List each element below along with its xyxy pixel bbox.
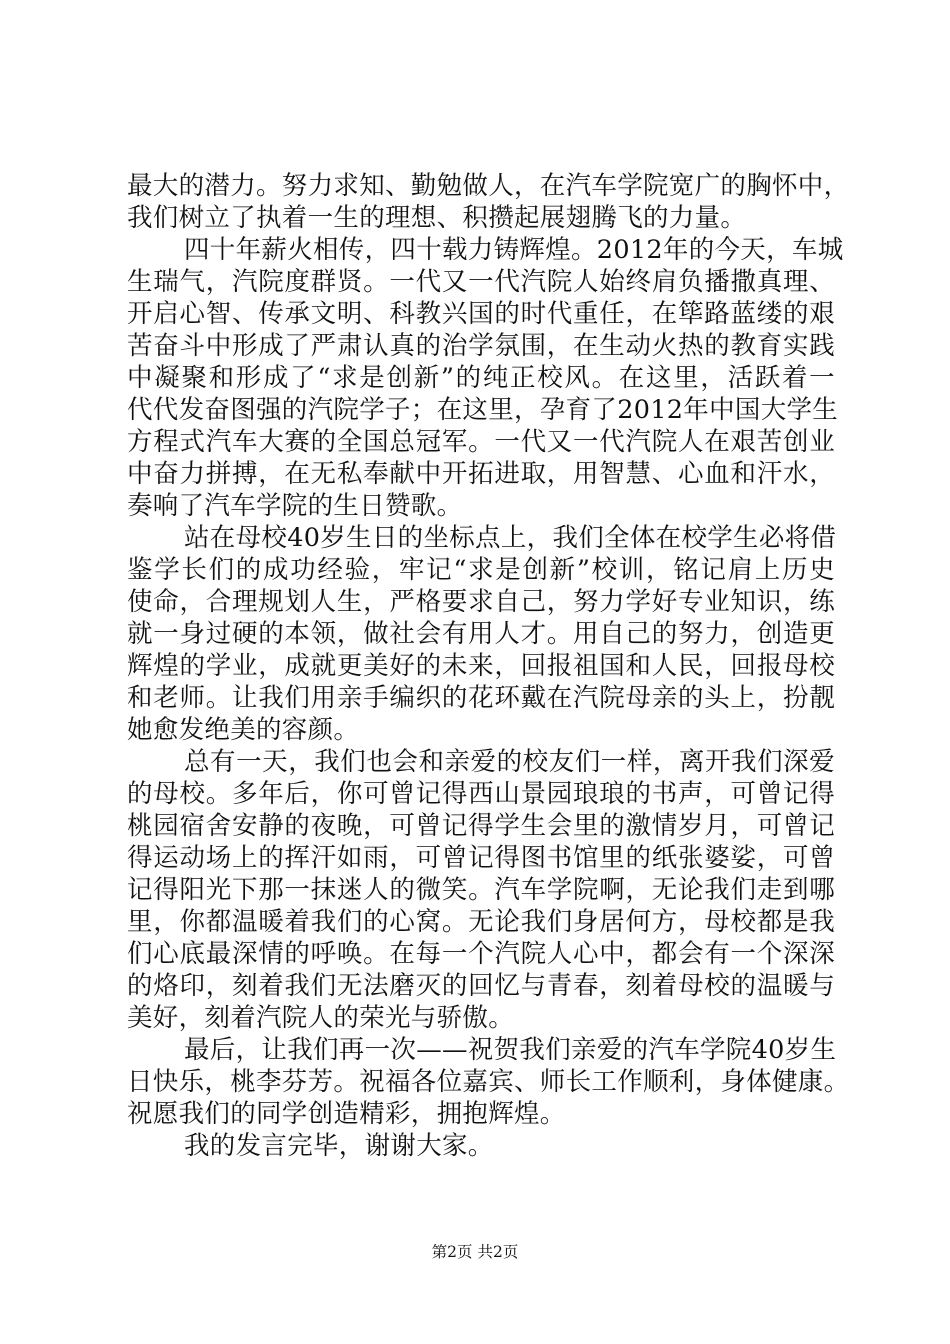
text-line: 我的发言完毕，谢谢大家。 — [184, 1131, 494, 1161]
text-line: 最大的潜力。努力求知、勤勉做人，在汽车学院宽广的胸怀中， — [127, 171, 850, 201]
speech-body — [127, 170, 850, 1162]
text-line: 桃园宿舍安静的夜晚，可曾记得学生会里的激情岁月，可曾记 — [127, 811, 835, 841]
text-line: 最后，让我们再一次——祝贺我们亲爱的汽车学院40岁生 — [184, 1035, 837, 1065]
text-line: 站在母校40岁生日的坐标点上，我们全体在校学生必将借 — [184, 523, 837, 553]
text-line: 日快乐，桃李芬芳。祝福各位嘉宾、师长工作顺利，身体健康。 — [127, 1067, 850, 1097]
text-line: 就一身过硬的本领，做社会有用人才。用自己的努力，创造更 — [127, 619, 835, 649]
text-line: 奏响了汽车学院的生日赞歌。 — [127, 491, 463, 521]
text-line: 辉煌的学业，成就更美好的未来，回报祖国和人民，回报母校 — [127, 651, 835, 681]
text-line: 鉴学长们的成功经验，牢记“求是创新”校训，铭记肩上历史 — [127, 555, 835, 585]
text-line: 祝愿我们的同学创造精彩，拥抱辉煌。 — [127, 1099, 566, 1129]
text-line: 开启心智、传承文明、科教兴国的时代重任，在筚路蓝缕的艰 — [127, 299, 835, 329]
page-footer: 第2页 共2页 — [431, 1243, 519, 1261]
text-line: 总有一天，我们也会和亲爱的校友们一样，离开我们深爱 — [184, 747, 835, 777]
text-line: 的母校。多年后，你可曾记得西山景园琅琅的书声，可曾记得 — [127, 779, 835, 809]
text-line: 使命，合理规划人生，严格要求自己，努力学好专业知识，练 — [127, 587, 835, 617]
text-line: 苦奋斗中形成了严肃认真的治学氛围，在生动火热的教育实践 — [127, 331, 835, 361]
text-line: 记得阳光下那一抹迷人的微笑。汽车学院啊，无论我们走到哪 — [127, 875, 835, 905]
text-line: 得运动场上的挥汗如雨，可曾记得图书馆里的纸张婆娑，可曾 — [127, 843, 835, 873]
text-line: 我们树立了执着一生的理想、积攒起展翅腾飞的力量。 — [127, 203, 747, 233]
text-line: 方程式汽车大赛的全国总冠军。一代又一代汽院人在艰苦创业 — [127, 427, 835, 457]
text-line: 生瑞气，汽院度群贤。一代又一代汽院人始终肩负播撒真理、 — [127, 267, 835, 297]
text-line: 的烙印，刻着我们无法磨灭的回忆与青春，刻着母校的温暖与 — [127, 971, 835, 1001]
text-line: 和老师。让我们用亲手编织的花环戴在汽院母亲的头上，扮靓 — [127, 683, 835, 713]
text-line: 里，你都温暖着我们的心窝。无论我们身居何方，母校都是我 — [127, 907, 835, 937]
text-line: 代代发奋图强的汽院学子；在这里，孕育了2012年中国大学生 — [127, 395, 839, 425]
text-line: 她愈发绝美的容颜。 — [127, 715, 360, 745]
text-line: 中奋力拼搏，在无私奉献中开拓进取，用智慧、心血和汗水， — [127, 459, 835, 489]
text-line: 中凝聚和形成了“求是创新”的纯正校风。在这里，活跃着一 — [127, 363, 835, 393]
text-line: 们心底最深情的呼唤。在每一个汽院人心中，都会有一个深深 — [127, 939, 835, 969]
text-line: 四十年薪火相传，四十载力铸辉煌。2012年的今天，车城 — [184, 235, 844, 265]
text-line: 美好，刻着汽院人的荣光与骄傲。 — [127, 1003, 515, 1033]
